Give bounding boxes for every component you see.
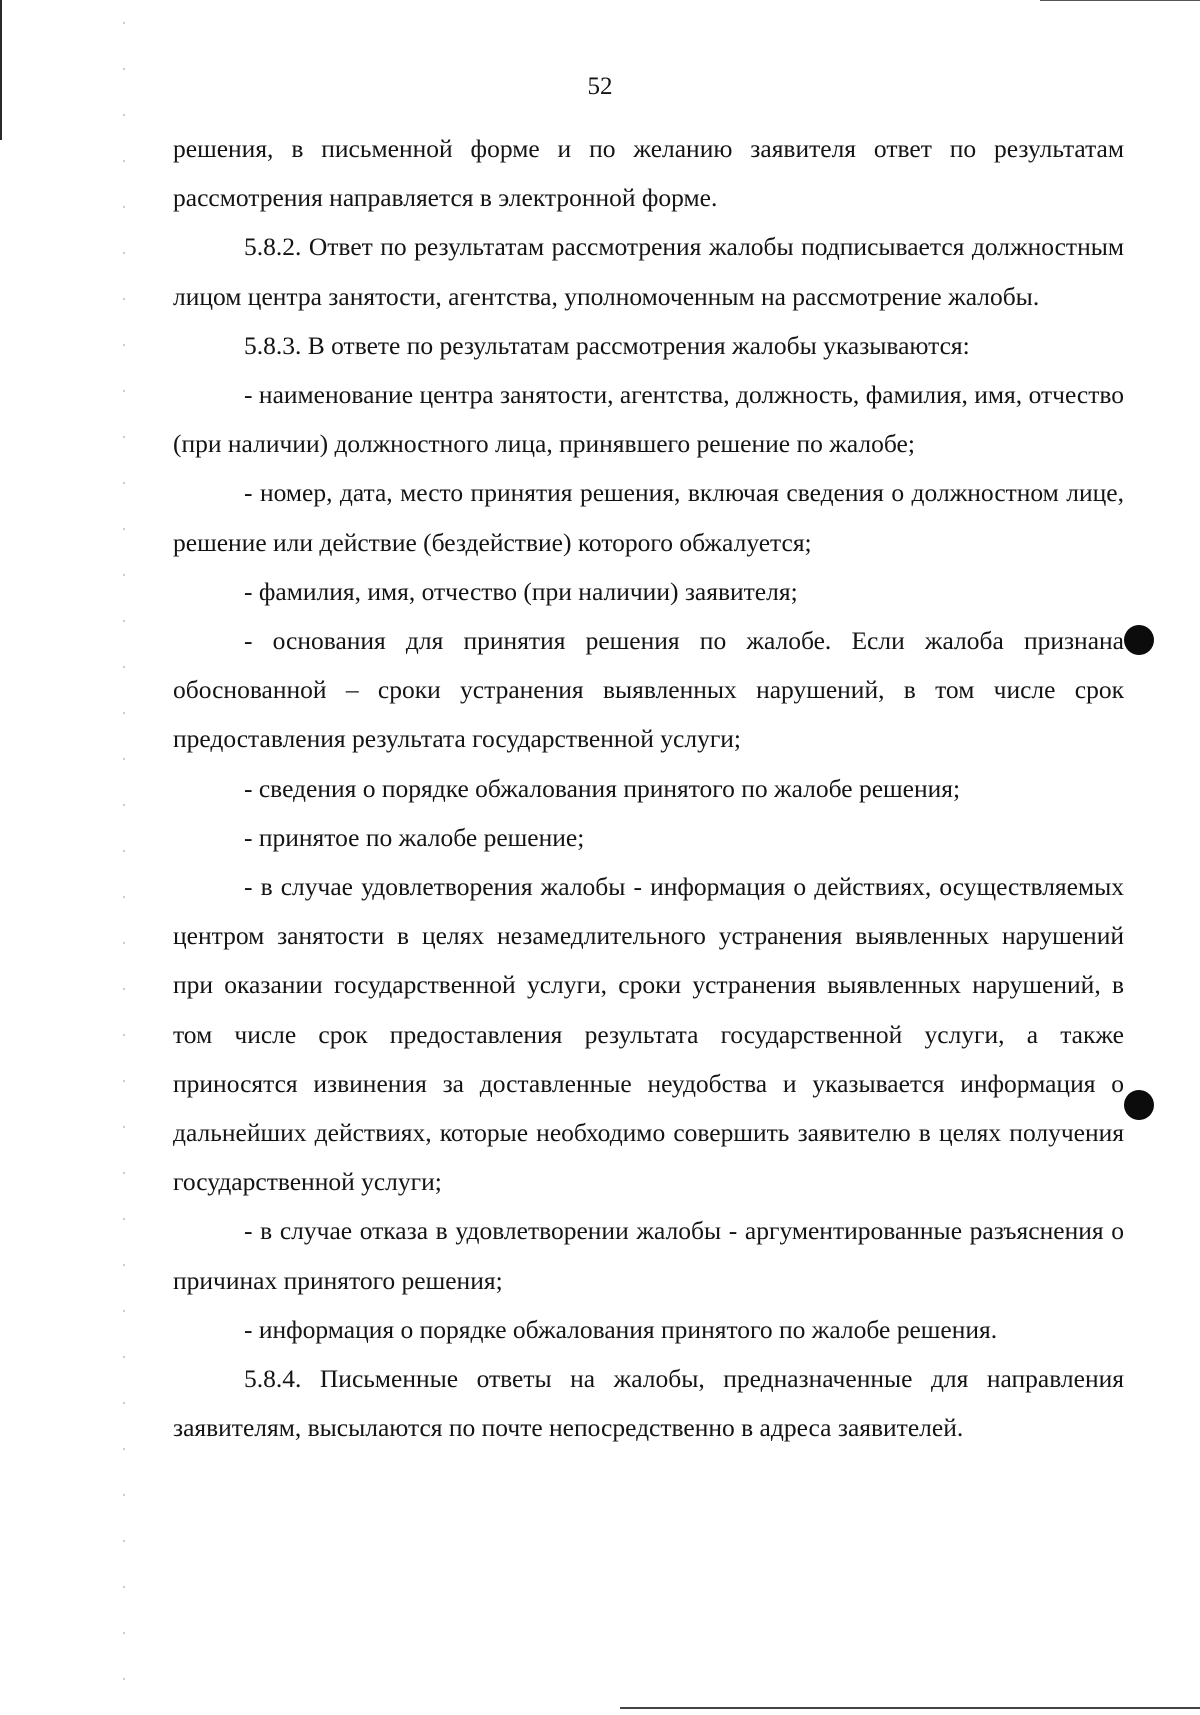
list-item-appeal-info: - информация о порядке обжалования принятого по жалобе решения. bbox=[244, 1314, 998, 1344]
scan-edge-top bbox=[1040, 0, 1200, 1]
paragraph-5-8-3: 5.8.3. В ответе по результатам рассмотрения жалобы указываются: bbox=[244, 330, 970, 360]
paragraph-5-8-2: 5.8.2. Ответ по результатам рассмотрения жалобы подписывается должностным лицом центра занятости, агентства, уполномоченным на рассмотрение жалобы. bbox=[173, 232, 1124, 311]
scan-edge-left bbox=[0, 0, 2, 140]
document-body bbox=[173, 124, 1124, 1452]
scan-edge-bottom bbox=[620, 1707, 1200, 1709]
list-item-applicant-name: - фамилия, имя, отчество (при наличии) заявителя; bbox=[244, 576, 798, 606]
list-item-decision: - принятое по жалобе решение; bbox=[244, 822, 585, 852]
list-item-satisfaction: - в случае удовлетворения жалобы - информация о действиях, осуществляемых центром занятости в целях незамедлительного устранения выявленных нарушений при оказании государственной услуги, сроки устранения выявленных нарушений, в том числе срок предоставления результата государственной услуги, а также приносятся извинения за доставленные неудобства и указывается информация о дальнейших действиях, которые необходимо совершить заявителю в целях получения государственной услуги; bbox=[173, 872, 1124, 1197]
paragraph-continuation: решения, в письменной форме и по желанию заявителя ответ по результатам рассмотрения направляется в электронной форме. bbox=[173, 134, 1124, 213]
punch-hole-mark bbox=[1124, 1090, 1154, 1120]
punch-hole-mark bbox=[1124, 625, 1154, 655]
list-item-decision-number: - номер, дата, место принятия решения, включая сведения о должностном лице, решение или действие (бездействие) которого обжалуется; bbox=[173, 478, 1124, 557]
paragraph-5-8-4: 5.8.4. Письменные ответы на жалобы, предназначенные для направления заявителям, высылаются по почте непосредственно в адреса заявителей. bbox=[173, 1364, 1124, 1443]
list-item-appeal-procedure: - сведения о порядке обжалования принятого по жалобе решения; bbox=[244, 773, 961, 803]
list-item-official-name: - наименование центра занятости, агентства, должность, фамилия, имя, отчество (при наличии) должностного лица, принявшего решение по жалобе; bbox=[173, 380, 1124, 459]
margin-binding-marks bbox=[118, 0, 130, 1715]
list-item-refusal: - в случае отказа в удовлетворении жалобы - аргументированные разъяснения о причинах принятого решения; bbox=[173, 1216, 1124, 1295]
page-number: 52 bbox=[587, 73, 613, 100]
list-item-grounds: - основания для принятия решения по жалобе. Если жалоба признана обоснованной – сроки устранения выявленных нарушений, в том числе срок предоставления результата государственной услуги; bbox=[173, 626, 1124, 754]
